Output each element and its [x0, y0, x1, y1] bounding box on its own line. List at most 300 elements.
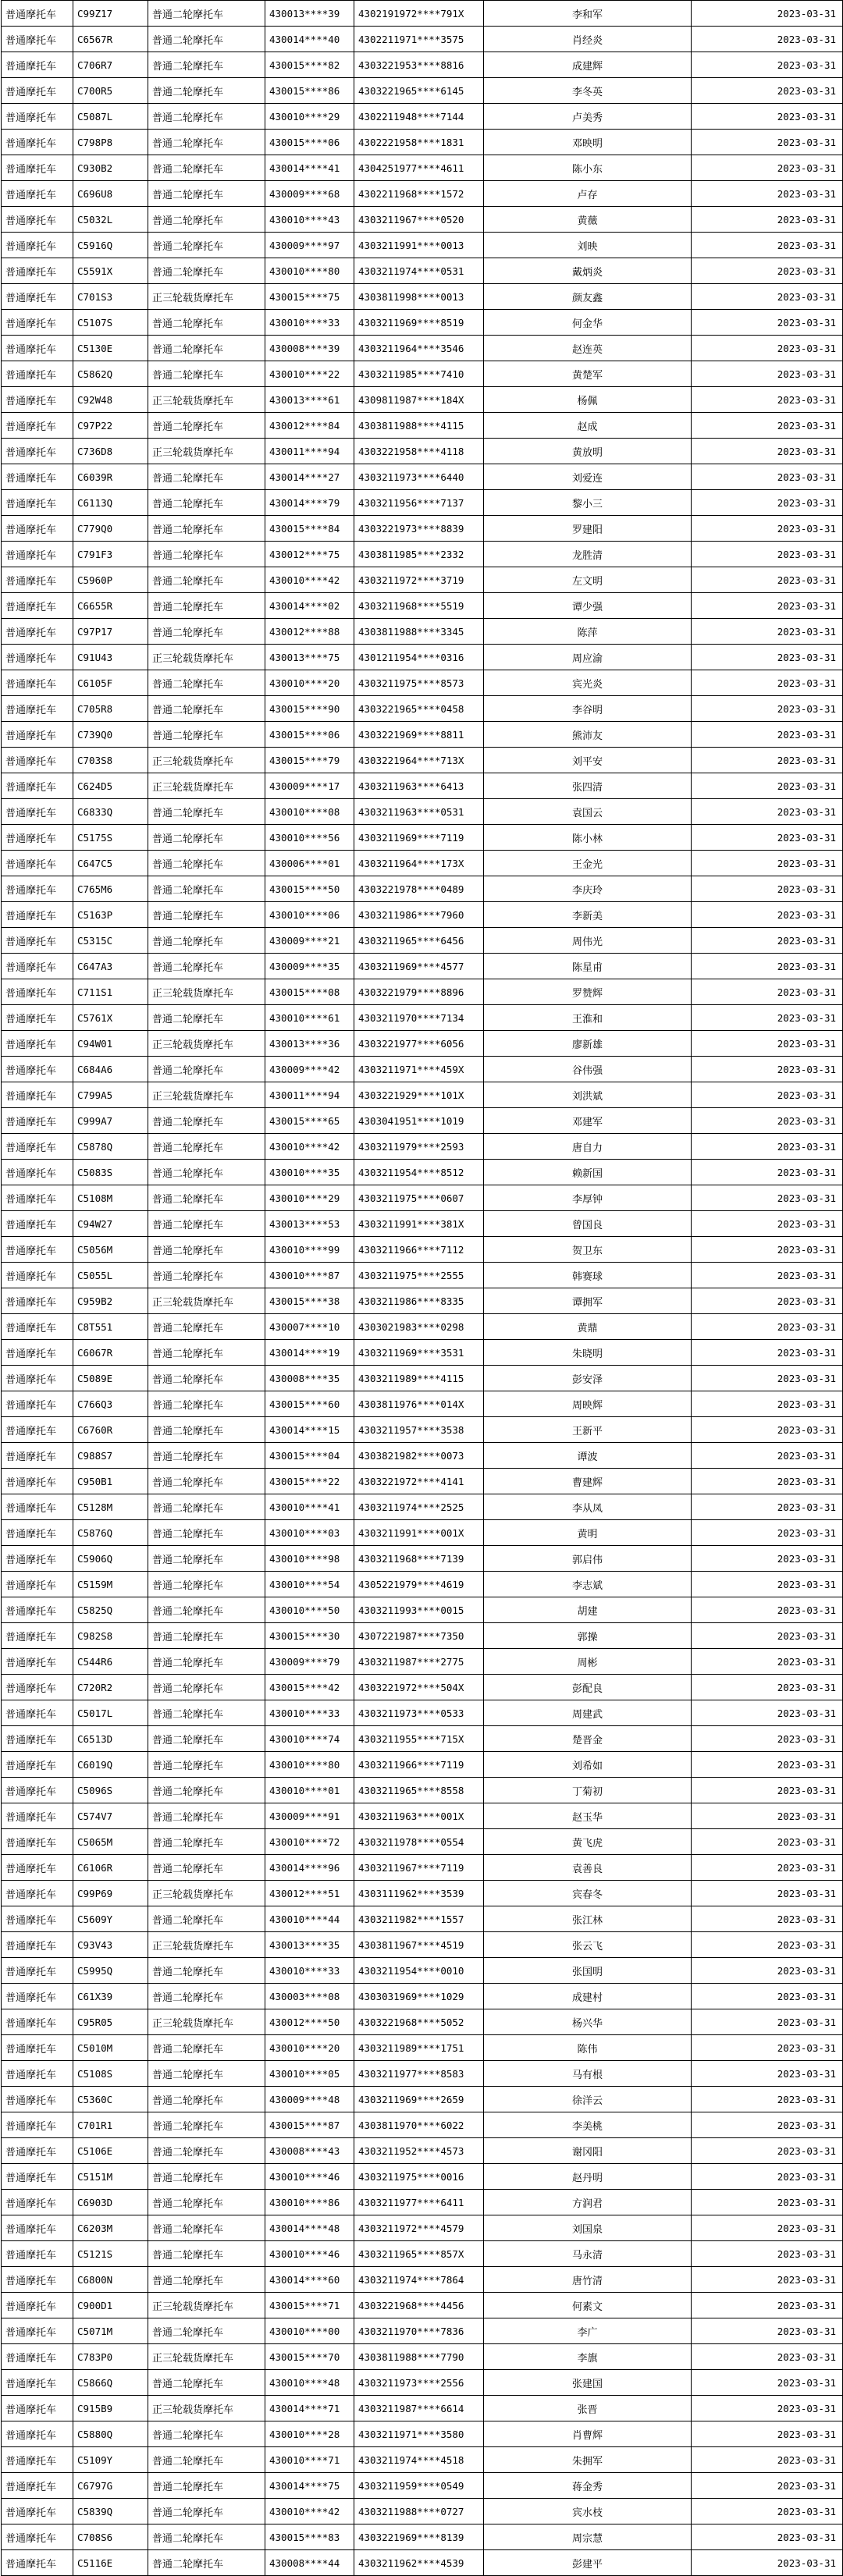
id-number-cell: 4302211968****1572: [354, 181, 484, 207]
plate-number-cell: C92W48: [73, 387, 148, 413]
owner-name-cell: 周伟光: [484, 928, 692, 954]
vehicle-category-cell: 普通摩托车: [2, 439, 73, 464]
date-cell: 2023-03-31: [692, 1391, 843, 1417]
table-row: [2, 1366, 843, 1391]
plate-number-cell: C5032L: [73, 207, 148, 233]
vehicle-category-cell: 普通摩托车: [2, 2241, 73, 2267]
vehicle-type-cell: 普通二轮摩托车: [148, 567, 265, 593]
owner-name-cell: 廖新雄: [484, 1031, 692, 1057]
id-number-cell: 4303821982****0073: [354, 1443, 484, 1469]
id-number-cell: 4303211989****1751: [354, 2035, 484, 2061]
plate-number-cell: C5151M: [73, 2164, 148, 2190]
license-code-cell: 430010****42: [265, 1134, 354, 1160]
license-code-cell: 430014****60: [265, 2267, 354, 2293]
vehicle-type-cell: 普通二轮摩托车: [148, 27, 265, 52]
vehicle-type-cell: 普通二轮摩托车: [148, 130, 265, 155]
license-code-cell: 430015****06: [265, 130, 354, 155]
id-number-cell: 4303211957****3538: [354, 1417, 484, 1443]
date-cell: 2023-03-31: [692, 567, 843, 593]
owner-name-cell: 刘爱连: [484, 464, 692, 490]
table-row: [2, 155, 843, 181]
vehicle-category-cell: 普通摩托车: [2, 2524, 73, 2550]
vehicle-category-cell: 普通摩托车: [2, 155, 73, 181]
table-row: [2, 2550, 843, 2576]
license-code-cell: 430014****40: [265, 27, 354, 52]
owner-name-cell: 唐竹清: [484, 2267, 692, 2293]
vehicle-category-cell: 普通摩托车: [2, 2499, 73, 2524]
license-code-cell: 430010****33: [265, 1958, 354, 1984]
date-cell: 2023-03-31: [692, 2396, 843, 2421]
id-number-cell: 4303211966****7112: [354, 1237, 484, 1263]
owner-name-cell: 张晋: [484, 2396, 692, 2421]
date-cell: 2023-03-31: [692, 1623, 843, 1649]
table-row: [2, 748, 843, 773]
date-cell: 2023-03-31: [692, 722, 843, 748]
license-code-cell: 430010****42: [265, 2499, 354, 2524]
vehicle-category-cell: 普通摩托车: [2, 1881, 73, 1906]
id-number-cell: 4303211988****0727: [354, 2499, 484, 2524]
owner-name-cell: 刘国泉: [484, 2215, 692, 2241]
plate-number-cell: C6513D: [73, 1726, 148, 1752]
plate-number-cell: C779Q0: [73, 516, 148, 542]
table-row: [2, 1340, 843, 1366]
vehicle-category-cell: 普通摩托车: [2, 387, 73, 413]
plate-number-cell: C8T551: [73, 1314, 148, 1340]
id-number-cell: 4303211955****715X: [354, 1726, 484, 1752]
date-cell: 2023-03-31: [692, 1366, 843, 1391]
vehicle-type-cell: 普通二轮摩托车: [148, 2267, 265, 2293]
plate-number-cell: C711S1: [73, 979, 148, 1005]
date-cell: 2023-03-31: [692, 2421, 843, 2447]
table-row: [2, 2421, 843, 2447]
owner-name-cell: 李新美: [484, 902, 692, 928]
id-number-cell: 4303211975****0607: [354, 1185, 484, 1211]
vehicle-category-cell: 普通摩托车: [2, 696, 73, 722]
vehicle-type-cell: 普通二轮摩托车: [148, 1984, 265, 2009]
table-row: [2, 1391, 843, 1417]
plate-number-cell: C94W27: [73, 1211, 148, 1237]
vehicle-type-cell: 普通二轮摩托车: [148, 1700, 265, 1726]
license-code-cell: 430010****20: [265, 2035, 354, 2061]
license-code-cell: 430008****35: [265, 1366, 354, 1391]
date-cell: 2023-03-31: [692, 1675, 843, 1700]
vehicle-category-cell: 普通摩托车: [2, 670, 73, 696]
plate-number-cell: C6203M: [73, 2215, 148, 2241]
date-cell: 2023-03-31: [692, 1288, 843, 1314]
table-row: [2, 567, 843, 593]
date-cell: 2023-03-31: [692, 1469, 843, 1494]
vehicle-type-cell: 普通二轮摩托车: [148, 851, 265, 876]
vehicle-category-cell: 普通摩托车: [2, 542, 73, 567]
vehicle-category-cell: 普通摩托车: [2, 1443, 73, 1469]
vehicle-type-cell: 正三轮载货摩托车: [148, 1082, 265, 1108]
date-cell: 2023-03-31: [692, 2293, 843, 2318]
vehicle-type-cell: 普通二轮摩托车: [148, 1211, 265, 1237]
plate-number-cell: C6833Q: [73, 799, 148, 825]
id-number-cell: 4303221979****8896: [354, 979, 484, 1005]
vehicle-type-cell: 普通二轮摩托车: [148, 1855, 265, 1881]
plate-number-cell: C5017L: [73, 1700, 148, 1726]
license-code-cell: 430015****60: [265, 1391, 354, 1417]
license-code-cell: 430010****01: [265, 1778, 354, 1803]
owner-name-cell: 刘洪斌: [484, 1082, 692, 1108]
date-cell: 2023-03-31: [692, 1932, 843, 1958]
plate-number-cell: C6106R: [73, 1855, 148, 1881]
id-number-cell: 4303211956****7137: [354, 490, 484, 516]
id-number-cell: 4303211991****381X: [354, 1211, 484, 1237]
plate-number-cell: C5159M: [73, 1572, 148, 1597]
date-cell: 2023-03-31: [692, 2473, 843, 2499]
vehicle-category-cell: 普通摩托车: [2, 1417, 73, 1443]
id-number-cell: 4303211969****4577: [354, 954, 484, 979]
vehicle-category-cell: 普通摩托车: [2, 1185, 73, 1211]
date-cell: 2023-03-31: [692, 1160, 843, 1185]
vehicle-type-cell: 普通二轮摩托车: [148, 542, 265, 567]
id-number-cell: 4302211971****3575: [354, 27, 484, 52]
license-code-cell: 430008****39: [265, 336, 354, 361]
owner-name-cell: 王淮和: [484, 1005, 692, 1031]
table-row: [2, 1263, 843, 1288]
vehicle-category-cell: 普通摩托车: [2, 2035, 73, 2061]
owner-name-cell: 卢美秀: [484, 104, 692, 130]
plate-number-cell: C5121S: [73, 2241, 148, 2267]
vehicle-category-cell: 普通摩托车: [2, 1082, 73, 1108]
license-code-cell: 430015****87: [265, 2112, 354, 2138]
vehicle-category-cell: 普通摩托车: [2, 310, 73, 336]
id-number-cell: 4302221958****1831: [354, 130, 484, 155]
vehicle-type-cell: 普通二轮摩托车: [148, 1752, 265, 1778]
id-number-cell: 4303221958****4118: [354, 439, 484, 464]
vehicle-category-cell: 普通摩托车: [2, 1057, 73, 1082]
id-number-cell: 4303211973****0533: [354, 1700, 484, 1726]
date-cell: 2023-03-31: [692, 2087, 843, 2112]
vehicle-category-cell: 普通摩托车: [2, 722, 73, 748]
vehicle-category-cell: 普通摩托车: [2, 1932, 73, 1958]
vehicle-category-cell: 普通摩托车: [2, 490, 73, 516]
table-row: [2, 670, 843, 696]
license-code-cell: 430013****39: [265, 1, 354, 27]
owner-name-cell: 谢冈阳: [484, 2138, 692, 2164]
date-cell: 2023-03-31: [692, 2241, 843, 2267]
owner-name-cell: 谭拥军: [484, 1288, 692, 1314]
table-row: [2, 464, 843, 490]
date-cell: 2023-03-31: [692, 1546, 843, 1572]
owner-name-cell: 曾国良: [484, 1211, 692, 1237]
date-cell: 2023-03-31: [692, 155, 843, 181]
date-cell: 2023-03-31: [692, 2138, 843, 2164]
date-cell: 2023-03-31: [692, 516, 843, 542]
vehicle-category-cell: 普通摩托车: [2, 1160, 73, 1185]
id-number-cell: 4303211971****3580: [354, 2421, 484, 2447]
owner-name-cell: 陈星甫: [484, 954, 692, 979]
vehicle-category-cell: 普通摩托车: [2, 1855, 73, 1881]
owner-name-cell: 楚晋金: [484, 1726, 692, 1752]
license-code-cell: 430009****68: [265, 181, 354, 207]
date-cell: 2023-03-31: [692, 2061, 843, 2087]
id-number-cell: 4303211962****4539: [354, 2550, 484, 2576]
plate-number-cell: C900D1: [73, 2293, 148, 2318]
owner-name-cell: 左文明: [484, 567, 692, 593]
owner-name-cell: 刘平安: [484, 748, 692, 773]
license-code-cell: 430015****75: [265, 284, 354, 310]
plate-number-cell: C5878Q: [73, 1134, 148, 1160]
owner-name-cell: 郭启伟: [484, 1546, 692, 1572]
table-row: [2, 1597, 843, 1623]
vehicle-category-cell: 普通摩托车: [2, 27, 73, 52]
id-number-cell: 4303211993****0015: [354, 1597, 484, 1623]
id-number-cell: 4303811985****2332: [354, 542, 484, 567]
license-code-cell: 430010****29: [265, 104, 354, 130]
plate-number-cell: C5315C: [73, 928, 148, 954]
table-row: [2, 130, 843, 155]
plate-number-cell: C696U8: [73, 181, 148, 207]
id-number-cell: 4303211964****173X: [354, 851, 484, 876]
id-number-cell: 4303211986****8335: [354, 1288, 484, 1314]
vehicle-category-cell: 普通摩托车: [2, 1314, 73, 1340]
table-row: [2, 2370, 843, 2396]
vehicle-category-cell: 普通摩托车: [2, 2370, 73, 2396]
date-cell: 2023-03-31: [692, 181, 843, 207]
license-code-cell: 430012****50: [265, 2009, 354, 2035]
id-number-cell: 4303211974****4518: [354, 2447, 484, 2473]
owner-name-cell: 李谷明: [484, 696, 692, 722]
license-code-cell: 430012****84: [265, 413, 354, 439]
id-number-cell: 4302211948****7144: [354, 104, 484, 130]
date-cell: 2023-03-31: [692, 1778, 843, 1803]
license-code-cell: 430015****06: [265, 722, 354, 748]
vehicle-type-cell: 普通二轮摩托车: [148, 207, 265, 233]
plate-number-cell: C5163P: [73, 902, 148, 928]
table-row: [2, 696, 843, 722]
plate-number-cell: C6067R: [73, 1340, 148, 1366]
table-row: [2, 1881, 843, 1906]
id-number-cell: 4303811998****0013: [354, 284, 484, 310]
plate-number-cell: C5960P: [73, 567, 148, 593]
vehicle-type-cell: 普通二轮摩托车: [148, 1263, 265, 1288]
owner-name-cell: 王金光: [484, 851, 692, 876]
id-number-cell: 4303221929****101X: [354, 1082, 484, 1108]
vehicle-category-cell: 普通摩托车: [2, 1520, 73, 1546]
owner-name-cell: 马有根: [484, 2061, 692, 2087]
license-code-cell: 430010****00: [265, 2318, 354, 2344]
vehicle-category-cell: 普通摩托车: [2, 2267, 73, 2293]
vehicle-category-cell: 普通摩托车: [2, 1005, 73, 1031]
vehicle-category-cell: 普通摩托车: [2, 1031, 73, 1057]
vehicle-type-cell: 正三轮载货摩托车: [148, 284, 265, 310]
license-code-cell: 430015****22: [265, 1469, 354, 1494]
vehicle-type-cell: 正三轮载货摩托车: [148, 1031, 265, 1057]
vehicle-type-cell: 普通二轮摩托车: [148, 1160, 265, 1185]
table-row: [2, 1134, 843, 1160]
plate-number-cell: C783P0: [73, 2344, 148, 2370]
date-cell: 2023-03-31: [692, 1726, 843, 1752]
date-cell: 2023-03-31: [692, 2112, 843, 2138]
table-row: [2, 413, 843, 439]
id-number-cell: 4303211968****5519: [354, 593, 484, 619]
date-cell: 2023-03-31: [692, 1443, 843, 1469]
table-row: [2, 1108, 843, 1134]
plate-number-cell: C959B2: [73, 1288, 148, 1314]
vehicle-type-cell: 普通二轮摩托车: [148, 2499, 265, 2524]
vehicle-type-cell: 普通二轮摩托车: [148, 413, 265, 439]
vehicle-type-cell: 普通二轮摩托车: [148, 1391, 265, 1417]
vehicle-category-cell: 普通摩托车: [2, 2190, 73, 2215]
vehicle-type-cell: 正三轮载货摩托车: [148, 1288, 265, 1314]
vehicle-category-cell: 普通摩托车: [2, 1829, 73, 1855]
license-code-cell: 430010****86: [265, 2190, 354, 2215]
id-number-cell: 4303211959****0549: [354, 2473, 484, 2499]
date-cell: 2023-03-31: [692, 876, 843, 902]
vehicle-type-cell: 普通二轮摩托车: [148, 2138, 265, 2164]
plate-number-cell: C647A3: [73, 954, 148, 979]
date-cell: 2023-03-31: [692, 2370, 843, 2396]
date-cell: 2023-03-31: [692, 1906, 843, 1932]
plate-number-cell: C97P22: [73, 413, 148, 439]
license-code-cell: 430010****80: [265, 1752, 354, 1778]
owner-name-cell: 赵成: [484, 413, 692, 439]
owner-name-cell: 方润君: [484, 2190, 692, 2215]
vehicle-type-cell: 普通二轮摩托车: [148, 2087, 265, 2112]
table-row: [2, 1932, 843, 1958]
vehicle-category-cell: 普通摩托车: [2, 1675, 73, 1700]
plate-number-cell: C6800N: [73, 2267, 148, 2293]
id-number-cell: 4303221977****6056: [354, 1031, 484, 1057]
owner-name-cell: 成建辉: [484, 52, 692, 78]
owner-name-cell: 谭波: [484, 1443, 692, 1469]
license-code-cell: 430013****36: [265, 1031, 354, 1057]
table-row: [2, 1958, 843, 1984]
plate-number-cell: C988S7: [73, 1443, 148, 1469]
owner-name-cell: 徐洋云: [484, 2087, 692, 2112]
table-row: [2, 1031, 843, 1057]
vehicle-category-cell: 普通摩托车: [2, 1366, 73, 1391]
plate-number-cell: C999A7: [73, 1108, 148, 1134]
vehicle-type-cell: 普通二轮摩托车: [148, 2035, 265, 2061]
plate-number-cell: C6760R: [73, 1417, 148, 1443]
license-code-cell: 430015****83: [265, 2524, 354, 2550]
table-row: [2, 2112, 843, 2138]
owner-name-cell: 邓建军: [484, 1108, 692, 1134]
table-row: [2, 1185, 843, 1211]
id-number-cell: 4303021983****0298: [354, 1314, 484, 1340]
license-code-cell: 430010****50: [265, 1597, 354, 1623]
table-row: [2, 1082, 843, 1108]
table-row: [2, 1675, 843, 1700]
date-cell: 2023-03-31: [692, 1803, 843, 1829]
table-row: [2, 27, 843, 52]
table-row: [2, 1829, 843, 1855]
vehicle-category-cell: 普通摩托车: [2, 619, 73, 645]
license-code-cell: 430010****41: [265, 1494, 354, 1520]
vehicle-type-cell: 普通二轮摩托车: [148, 1443, 265, 1469]
vehicle-category-cell: 普通摩托车: [2, 851, 73, 876]
table-row: [2, 2138, 843, 2164]
table-row: [2, 876, 843, 902]
id-number-cell: 4303211975****8573: [354, 670, 484, 696]
license-code-cell: 430003****08: [265, 1984, 354, 2009]
vehicle-type-cell: 正三轮载货摩托车: [148, 979, 265, 1005]
table-row: [2, 2190, 843, 2215]
table-row: [2, 1443, 843, 1469]
vehicle-registration-table: [1, 0, 843, 2576]
table-row: [2, 2164, 843, 2190]
owner-name-cell: 何金华: [484, 310, 692, 336]
id-number-cell: 4303811967****4519: [354, 1932, 484, 1958]
vehicle-category-cell: 普通摩托车: [2, 2061, 73, 2087]
vehicle-category-cell: 普通摩托车: [2, 1288, 73, 1314]
date-cell: 2023-03-31: [692, 2344, 843, 2370]
vehicle-type-cell: 正三轮载货摩托车: [148, 2344, 265, 2370]
id-number-cell: 4303211954****0010: [354, 1958, 484, 1984]
id-number-cell: 4303221964****713X: [354, 748, 484, 773]
license-code-cell: 430009****42: [265, 1057, 354, 1082]
id-number-cell: 4303221968****5052: [354, 2009, 484, 2035]
license-code-cell: 430009****97: [265, 233, 354, 258]
date-cell: 2023-03-31: [692, 1314, 843, 1340]
table-row: [2, 1057, 843, 1082]
plate-number-cell: C91U43: [73, 645, 148, 670]
plate-number-cell: C708S6: [73, 2524, 148, 2550]
license-code-cell: 430014****41: [265, 155, 354, 181]
table-row: [2, 1, 843, 27]
license-code-cell: 430010****71: [265, 2447, 354, 2473]
license-code-cell: 430009****91: [265, 1803, 354, 1829]
id-number-cell: 4303811988****3345: [354, 619, 484, 645]
table-row: [2, 439, 843, 464]
owner-name-cell: 彭建平: [484, 2550, 692, 2576]
vehicle-category-cell: 普通摩托车: [2, 1906, 73, 1932]
date-cell: 2023-03-31: [692, 1649, 843, 1675]
vehicle-category-cell: 普通摩托车: [2, 1211, 73, 1237]
date-cell: 2023-03-31: [692, 1417, 843, 1443]
table-row: [2, 1314, 843, 1340]
plate-number-cell: C94W01: [73, 1031, 148, 1057]
table-row: [2, 52, 843, 78]
owner-name-cell: 周映辉: [484, 1391, 692, 1417]
date-cell: 2023-03-31: [692, 1108, 843, 1134]
vehicle-category-cell: 普通摩托车: [2, 1649, 73, 1675]
license-code-cell: 430015****04: [265, 1443, 354, 1469]
vehicle-type-cell: 普通二轮摩托车: [148, 928, 265, 954]
vehicle-type-cell: 普通二轮摩托车: [148, 670, 265, 696]
date-cell: 2023-03-31: [692, 52, 843, 78]
owner-name-cell: 何素文: [484, 2293, 692, 2318]
plate-number-cell: C720R2: [73, 1675, 148, 1700]
id-number-cell: 4303221972****504X: [354, 1675, 484, 1700]
vehicle-type-cell: 普通二轮摩托车: [148, 799, 265, 825]
plate-number-cell: C5360C: [73, 2087, 148, 2112]
vehicle-type-cell: 普通二轮摩托车: [148, 155, 265, 181]
vehicle-type-cell: 普通二轮摩托车: [148, 1675, 265, 1700]
date-cell: 2023-03-31: [692, 78, 843, 104]
plate-number-cell: C624D5: [73, 773, 148, 799]
owner-name-cell: 李旗: [484, 2344, 692, 2370]
table-row: [2, 1752, 843, 1778]
table-row: [2, 233, 843, 258]
table-row: [2, 954, 843, 979]
owner-name-cell: 李和军: [484, 1, 692, 27]
plate-number-cell: C5761X: [73, 1005, 148, 1031]
owner-name-cell: 李志斌: [484, 1572, 692, 1597]
date-cell: 2023-03-31: [692, 2164, 843, 2190]
vehicle-type-cell: 正三轮载货摩托车: [148, 2396, 265, 2421]
vehicle-category-cell: 普通摩托车: [2, 2164, 73, 2190]
owner-name-cell: 李美桃: [484, 2112, 692, 2138]
id-number-cell: 4303031969****1029: [354, 1984, 484, 2009]
plate-number-cell: C97P17: [73, 619, 148, 645]
table-row: [2, 2473, 843, 2499]
plate-number-cell: C6105F: [73, 670, 148, 696]
